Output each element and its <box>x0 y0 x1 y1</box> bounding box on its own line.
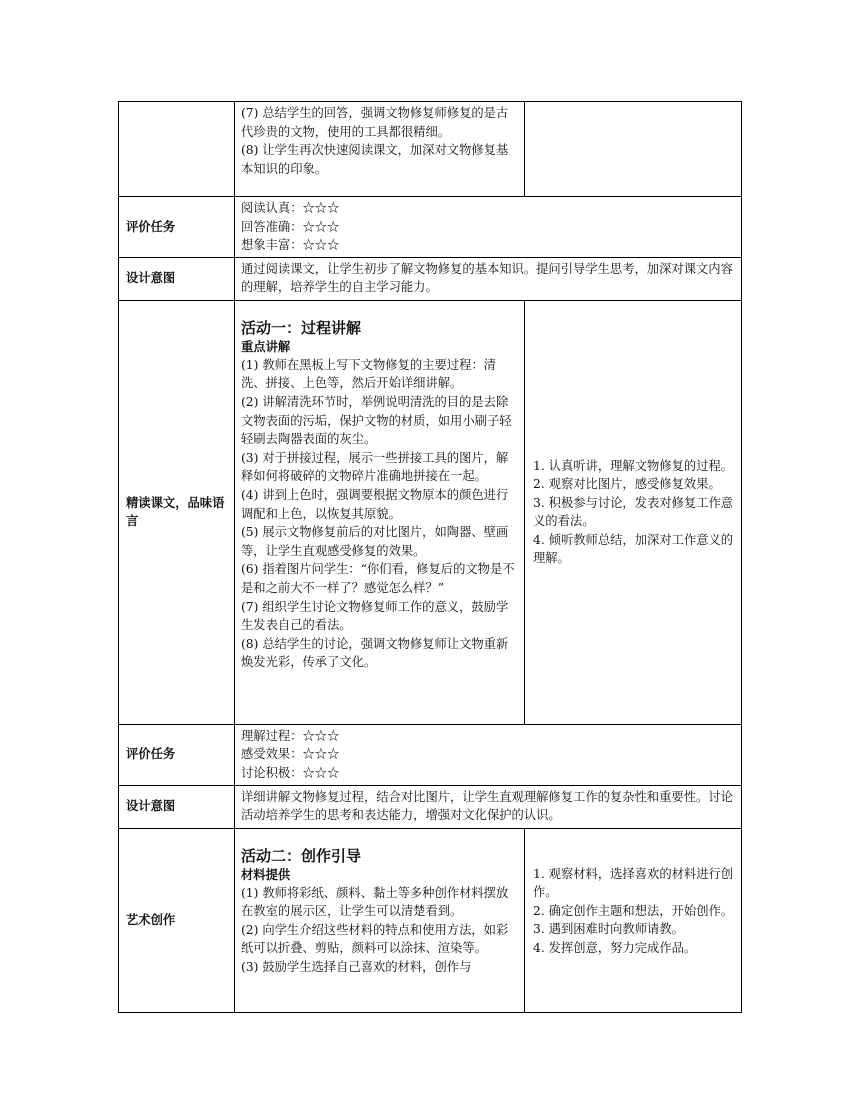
student-step: 1. 认真听讲，理解文物修复的过程。 <box>533 458 734 473</box>
student-step: 3. 积极参与讨论，发表对修复工作意义的看法。 <box>533 495 734 529</box>
teacher-step: (5) 展示文物修复前后的对比图片，如陶器、壁画等，让学生直观感受修复的效果。 <box>241 525 509 558</box>
row-label: 评价任务 <box>119 724 235 785</box>
teacher-step: (2) 向学生介绍这些材料的特点和使用方法，如彩纸可以折叠、剪贴，颜料可以涂抹、渲染等。 <box>241 922 509 956</box>
row-label: 设计意图 <box>119 785 235 828</box>
evaluation-item: 想象丰富：☆☆☆ <box>241 238 340 253</box>
table-row <box>119 257 742 300</box>
student-step: 2. 观察对比图片，感受修复效果。 <box>533 477 721 492</box>
evaluation-item: 理解过程：☆☆☆ <box>241 728 340 743</box>
design-intent-cell: 通过阅读课文，让学生初步了解文物修复的基本知识。提问引导学生思考，加深对课文内容的理解，培养学生的自主学习能力。 <box>235 257 742 300</box>
teacher-step: (6) 指着图片问学生：“你们看，修复后的文物是不是和之前大不一样了？感觉怎么样？” <box>241 562 515 595</box>
student-step: 1. 观察材料，选择喜欢的材料进行创作。 <box>533 866 734 900</box>
teacher-activity-cell <box>235 828 525 1012</box>
table-row <box>119 785 742 828</box>
table-row <box>119 300 742 724</box>
evaluation-item: 阅读认真：☆☆☆ <box>241 201 340 215</box>
evaluation-item: 讨论积极：☆☆☆ <box>241 765 340 780</box>
student-step: 3. 遇到困难时向教师请教。 <box>533 922 684 937</box>
evaluation-cell <box>235 197 742 258</box>
activity-title: 活动一：过程讲解 <box>241 318 362 337</box>
teacher-step: (8) 总结学生的讨论，强调文物修复师让文物重新焕发光彩，传承了文化。 <box>241 636 509 670</box>
student-step: 2. 确定创作主题和想法，开始创作。 <box>533 903 734 918</box>
table-row <box>119 102 742 197</box>
teacher-step: (3) 对于拼接过程，展示一些拼接工具的图片，解释如何将破碎的文物碎片准确地拼接在一起。 <box>241 450 509 484</box>
table-row <box>119 197 742 258</box>
evaluation-item: 感受效果：☆☆☆ <box>241 747 340 762</box>
student-step: 4. 发挥创意，努力完成作品。 <box>533 940 697 955</box>
activity-subtitle: 材料提供 <box>241 867 291 882</box>
row-label: 设计意图 <box>119 257 235 300</box>
teacher-step: (8) 让学生再次快速阅读课文，加深对文物修复基本知识的印象。 <box>241 143 509 176</box>
table-row <box>119 724 742 785</box>
student-activity-cell <box>525 828 742 1012</box>
row-label: 精读课文，品味语言 <box>119 300 235 724</box>
teacher-step: (2) 讲解清洗环节时，举例说明清洗的目的是去除文物表面的污垢，保护文物的材质，如用小刷子轻轻刷去陶器表面的灰尘。 <box>241 394 512 447</box>
table-row <box>119 828 742 1012</box>
teacher-step: (3) 鼓励学生选择自己喜欢的材料，创作与 <box>241 959 472 974</box>
teacher-step: (7) 总结学生的回答，强调文物修复师修复的是古代珍贵的文物，使用的工具都很精细。 <box>241 106 509 139</box>
student-activity-cell <box>525 300 742 724</box>
activity-subtitle: 重点讲解 <box>241 339 291 354</box>
teacher-step: (4) 讲到上色时，强调要根据文物原本的颜色进行调配和上色，以恢复其原貌。 <box>241 487 509 521</box>
evaluation-cell <box>235 724 742 785</box>
lesson-plan-table <box>118 101 742 1013</box>
evaluation-item: 回答准确：☆☆☆ <box>241 219 340 234</box>
activity-title: 活动二：创作引导 <box>241 846 362 865</box>
teacher-activity-cell <box>235 300 525 724</box>
student-step: 4. 倾听教师总结，加深对工作意义的理解。 <box>533 532 734 566</box>
label-cell-empty <box>119 102 235 197</box>
row-label: 艺术创作 <box>119 828 235 1012</box>
student-activity-cell <box>525 102 742 197</box>
teacher-step: (1) 教师将彩纸、颜料、黏土等多种创作材料摆放在教室的展示区，让学生可以清楚看到。 <box>241 885 509 919</box>
teacher-step: (7) 组织学生讨论文物修复师工作的意义，鼓励学生发表自己的看法。 <box>241 599 509 633</box>
row-label: 评价任务 <box>119 197 235 258</box>
teacher-activity-cell <box>235 102 525 197</box>
teacher-step: (1) 教师在黑板上写下文物修复的主要过程：清洗、拼接、上色等，然后开始详细讲解。 <box>241 357 496 391</box>
design-intent-cell: 详细讲解文物修复过程，结合对比图片，让学生直观理解修复工作的复杂性和重要性。讨论活动培养学生的思考和表达能力，增强对文化保护的认识。 <box>235 785 742 828</box>
